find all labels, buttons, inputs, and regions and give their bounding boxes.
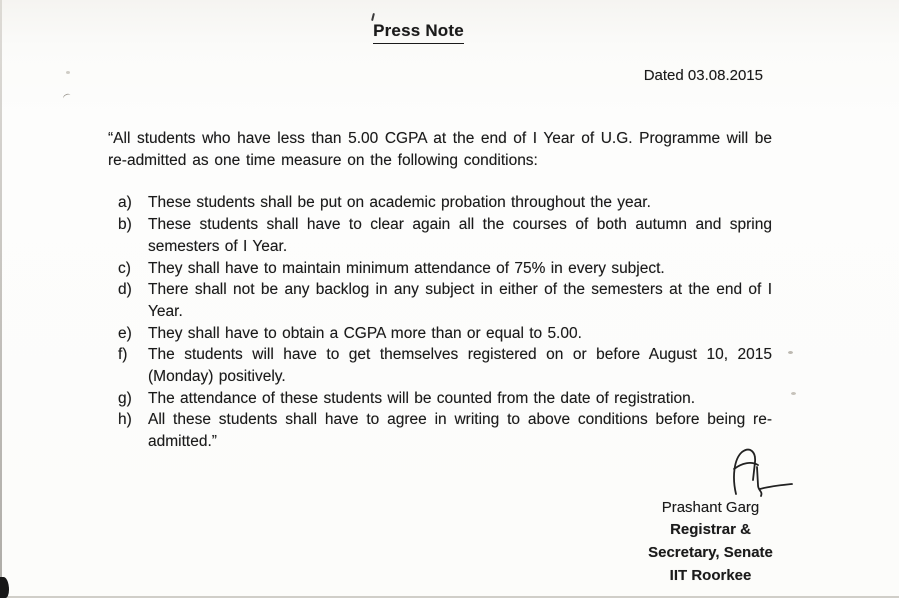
list-item-text: These students shall be put on academic probation throughout the year. [148,194,651,212]
signatory-designation-line1: Registrar & [670,521,751,538]
signature-block [618,447,803,587]
list-item-label: e) [118,324,132,342]
list-item-text: All these students shall have to agree in writing to above conditions before being re-admitted.” [148,411,772,451]
list-item [118,258,772,280]
list-item-label: b) [118,216,132,234]
list-item-label: g) [118,389,132,407]
scan-artifact-speck [62,93,72,102]
signatory-organization: IIT Roorkee [669,567,752,584]
list-item-text: There shall not be any backlog in any subject in either of the semesters at the end of I Year. [148,281,772,320]
list-item-label: a) [118,194,132,212]
list-item-text: They shall have to obtain a CGPA more than or equal to 5.00. [148,324,582,342]
scan-artifact-speck [788,351,793,354]
list-item [118,323,772,345]
list-item [118,388,772,410]
conditions-list [118,192,772,452]
list-item-text: The students will have to get themselves registered on or before August 10, 2015 (Monday) positively. [148,346,772,386]
list-item-label: h) [118,411,132,429]
signatory-name: Prashant Garg [661,499,760,516]
list-item-text: These students shall have to clear again all the courses of both autumn and spring semesters of I Year. [148,216,772,255]
scan-artifact-tick [371,13,375,21]
list-item-label: f) [118,346,128,364]
scan-artifact-speck [791,392,796,395]
list-item-label: c) [118,259,131,277]
list-item-text: They shall have to maintain minimum attendance of 75% in every subject. [148,259,665,277]
list-item [118,279,772,322]
list-item [118,214,772,257]
list-item [118,344,772,387]
scan-artifact-speck [66,71,70,74]
title-row [0,21,899,44]
document-date: Dated 03.08.2015 [643,67,763,84]
signatory-designation-line2: Secretary, Senate [648,544,773,561]
document-title: Press Note [373,21,464,44]
scan-artifact-blob [0,577,9,598]
signature-mark [723,447,795,497]
scan-edge-left [0,0,2,598]
list-item-text: The attendance of these students will be counted from the date of registration. [148,389,696,407]
intro-paragraph: “All students who have less than 5.00 CGPA at the end of I Year of U.G. Programme will be re-admitted as one time measure on the following conditions: [108,130,772,169]
list-item [118,192,772,214]
list-item-label: d) [118,281,132,299]
